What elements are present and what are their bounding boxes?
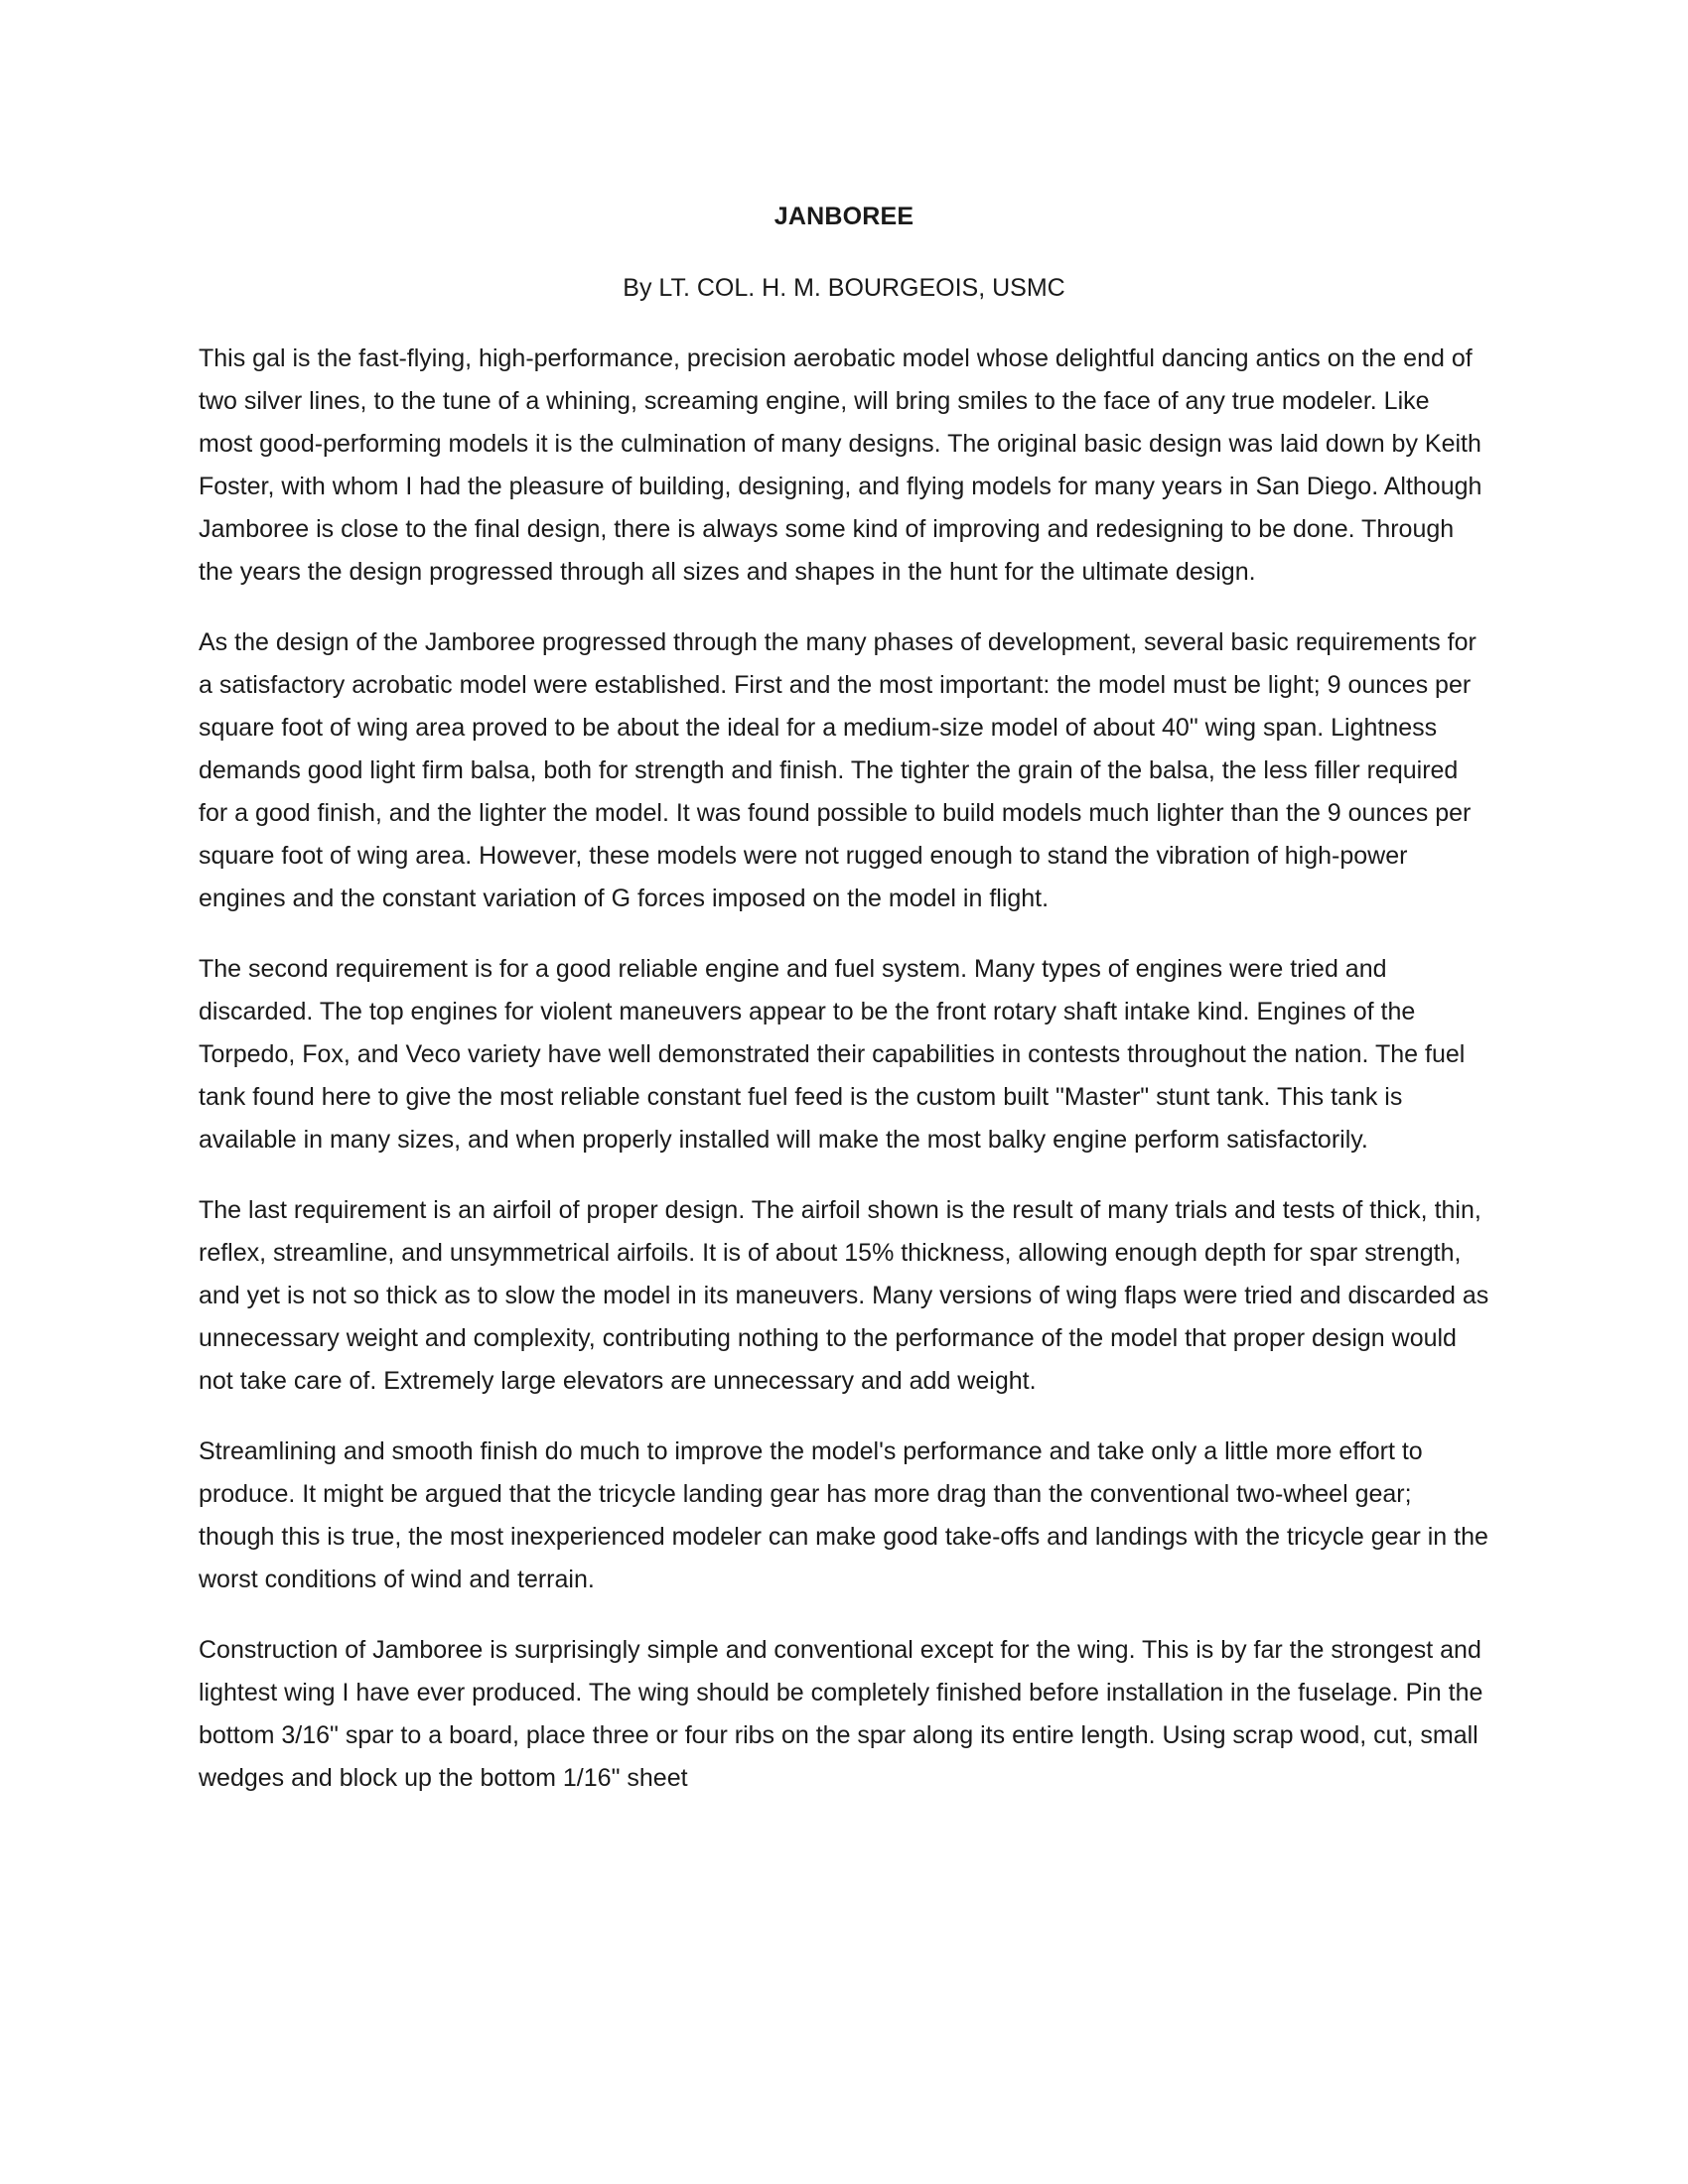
article-title: JANBOREE xyxy=(774,203,914,230)
paragraph-6: Construction of Jamboree is surprisingly simple and conventional except for the wing. This is by far the strongest and lightest wing I have ever produced. The wing should be completely finished before installation in the fuselage. Pin the bottom 3/16" spar to a board, place three or four ribs on the spar along its entire length. Using scrap wood, cut, small wedges and block up the bottom 1/16" sheet xyxy=(199,1636,1483,1792)
paragraph-4: The last requirement is an airfoil of proper design. The airfoil shown is the result of many trials and tests of thick, thin, reflex, streamline, and unsymmetrical airfoils. It is of about 15% thickness, allowing enough depth for spar strength, and yet is not so thick as to slow the model in its maneuvers. Many versions of wing flaps were tried and discarded as unnecessary weight and complexity, contributing nothing to the performance of the model that proper design would not take care of. Extremely large elevators are unnecessary and add weight. xyxy=(199,1196,1489,1395)
article-byline: By LT. COL. H. M. BOURGEOIS, USMC xyxy=(623,274,1065,302)
paragraph-5: Streamlining and smooth finish do much to improve the model's performance and take only a little more effort to produce. It might be argued that the tricycle landing gear has more drag than the conventional two-wheel gear; though this is true, the most inexperienced modeler can make good take-offs and landings with the tricycle gear in the worst conditions of wind and terrain. xyxy=(199,1437,1488,1593)
paragraph-3: The second requirement is for a good reliable engine and fuel system. Many types of engines were tried and discarded. The top engines for violent maneuvers appear to be the front rotary shaft intake kind. Engines of the Torpedo, Fox, and Veco variety have well demonstrated their capabilities in contests throughout the nation. The fuel tank found here to give the most reliable constant fuel feed is the custom built "Master" stunt tank. This tank is available in many sizes, and when properly installed will make the most balky engine perform satisfactorily. xyxy=(199,955,1466,1154)
article-body xyxy=(199,338,1489,1828)
paragraph-1: This gal is the fast-flying, high-performance, precision aerobatic model whose delightful dancing antics on the end of two silver lines, to the tune of a whining, screaming engine, will bring smiles to the face of any true modeler. Like most good-performing models it is the culmination of many designs. The original basic design was laid down by Keith Foster, with whom I had the pleasure of building, designing, and flying models for many years in San Diego. Although Jamboree is close to the final design, there is always some kind of improving and redesigning to be done. Through the years the design progressed through all sizes and shapes in the hunt for the ultimate design. xyxy=(199,344,1482,586)
paragraph-2: As the design of the Jamboree progressed through the many phases of development, several basic requirements for a satisfactory acrobatic model were established. First and the most important: the model must be light; 9 ounces per square foot of wing area proved to be about the ideal for a medium-size model of about 40" wing span. Lightness demands good light firm balsa, both for strength and finish. The tighter the grain of the balsa, the less filler required for a good finish, and the lighter the model. It was found possible to build models much lighter than the 9 ounces per square foot of wing area. However, these models were not rugged enough to stand the vibration of high-power engines and the constant variation of G forces imposed on the model in flight. xyxy=(199,628,1477,912)
